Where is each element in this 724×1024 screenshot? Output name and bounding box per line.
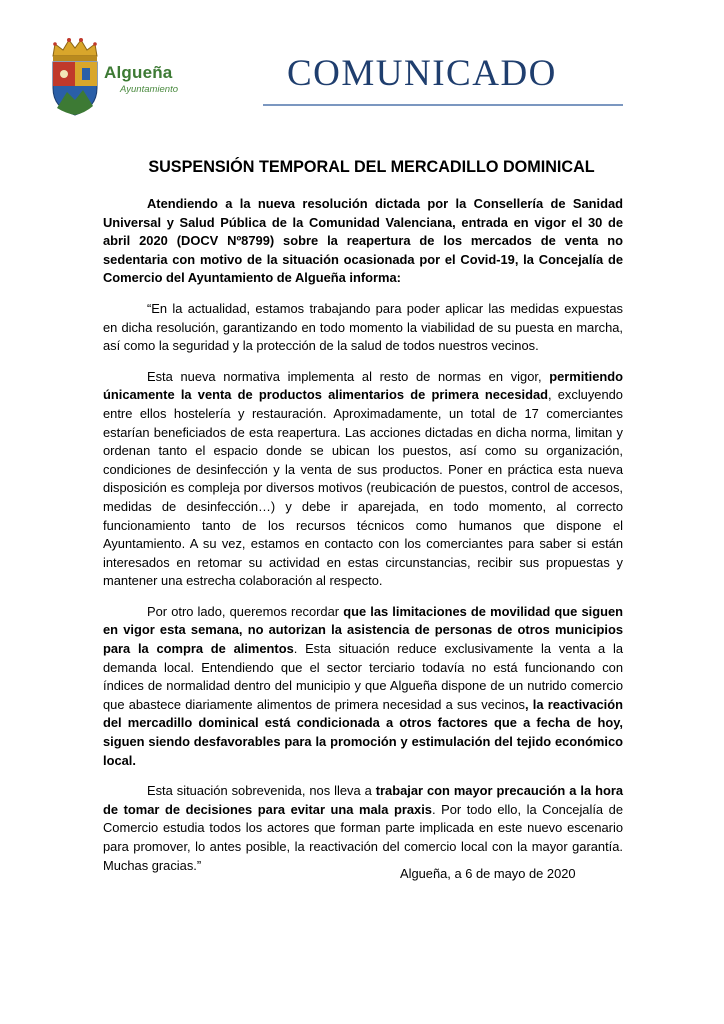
bold-text-run: , la reactivación del mercadillo dominical está condicionada a otros factores que a fecha de hoy, siguen siendo desfavorables para la promoción y estimulación del tejido económico local.	[103, 696, 623, 768]
text-run: . Por todo ello, la Concejalía de Comercio estudia todos los actores que forman parte implicada en este nuevo escenario para promover, lo antes posible, la reactivación del comercio local con la mayor garantía. Muchas gracias.”	[103, 801, 623, 873]
text-run: Por otro lado, queremos recordar	[147, 603, 344, 619]
text-run: Esta nueva normativa implementa al resto de normas en vigor,	[147, 368, 550, 384]
document-body	[103, 195, 623, 887]
document-heading: SUSPENSIÓN TEMPORAL DEL MERCADILLO DOMINICAL	[148, 158, 595, 176]
text-run: Esta situación sobrevenida, nos lleva a	[147, 783, 376, 799]
coat-of-arms-icon	[45, 36, 105, 116]
text-run: . Esta situación reduce exclusivamente la venta a la demanda local. Entendiendo que el sector terciario todavía no está funcionando con índices de normalidad dentro del municipio y que Algueña dispone de un nutrido comercio que abastece diariamente alimentos de primera necesidad a sus vecinos	[103, 641, 623, 712]
text-run: , excluyendo entre ellos hostelería y restauración. Aproximadamente, un total de 17 comerciantes estarían beneficiados de esta reapertura. Las acciones dictadas en dicha norma, limitan y ordenan tanto el espacio donde se ubican los puestos, así como su organización, condiciones de desinfección y la venta de sus productos. Poner en práctica esta nueva disposición es compleja por diversos motivos (reubicación de puestos, control de accesos, medidas de desinfección…) y debe ir aparejada, en todo momento, al correcto funcionamiento tanto de los recursos técnicos como humanos que dispone el Ayuntamiento. A su vez, estamos en contacto con los comerciantes para saber si están interesados en retomar su actividad en estas circunstancias, recibir sus propuestas y mantener una estrecha colaboración al respecto.	[103, 387, 623, 589]
bold-text-run: que las limitaciones de movilidad que siguen en vigor esta semana, no autorizan la asistencia de personas de otros municipios para la compra de alimentos	[103, 603, 623, 657]
title-divider	[263, 104, 623, 106]
paragraph	[103, 300, 623, 356]
bold-text-run: Atendiendo a la nueva resolución dictada por la Consellería de Sanidad Universal y Salud Pública de la Comunidad Valenciana, entrada en vigor el 30 de abril 2020 (DOCV Nº8799) sobre la reapertura de los mercados de venta no sedentaria con motivo de la situación ocasionada por el Covid-19, la Concejalía de Comercio del Ayuntamiento de Algueña informa:	[103, 196, 623, 286]
paragraph	[103, 195, 623, 288]
text-run: “En la actualidad, estamos trabajando para poder aplicar las medidas expuestas en dicha resolución, garantizando en todo momento la viabilidad de su puesta en marcha, así como la seguridad y la protección de la salud de todos nuestros vecinos.	[103, 300, 623, 354]
paragraph	[103, 782, 623, 875]
logo-text: Algueña	[104, 63, 173, 82]
header	[0, 0, 724, 115]
bold-text-run: permitiendo únicamente la venta de productos alimentarios de primera necesidad	[103, 368, 623, 403]
logo-subtext: Ayuntamiento	[120, 84, 179, 95]
document-title: COMUNICADO	[287, 53, 557, 94]
signature-line: Algueña, a 6 de mayo de 2020	[400, 866, 576, 881]
paragraph	[103, 603, 623, 770]
bold-text-run: trabajar con mayor precaución a la hora de tomar de decisiones para evitar una mala praxis	[103, 783, 624, 817]
paragraph	[103, 368, 623, 591]
